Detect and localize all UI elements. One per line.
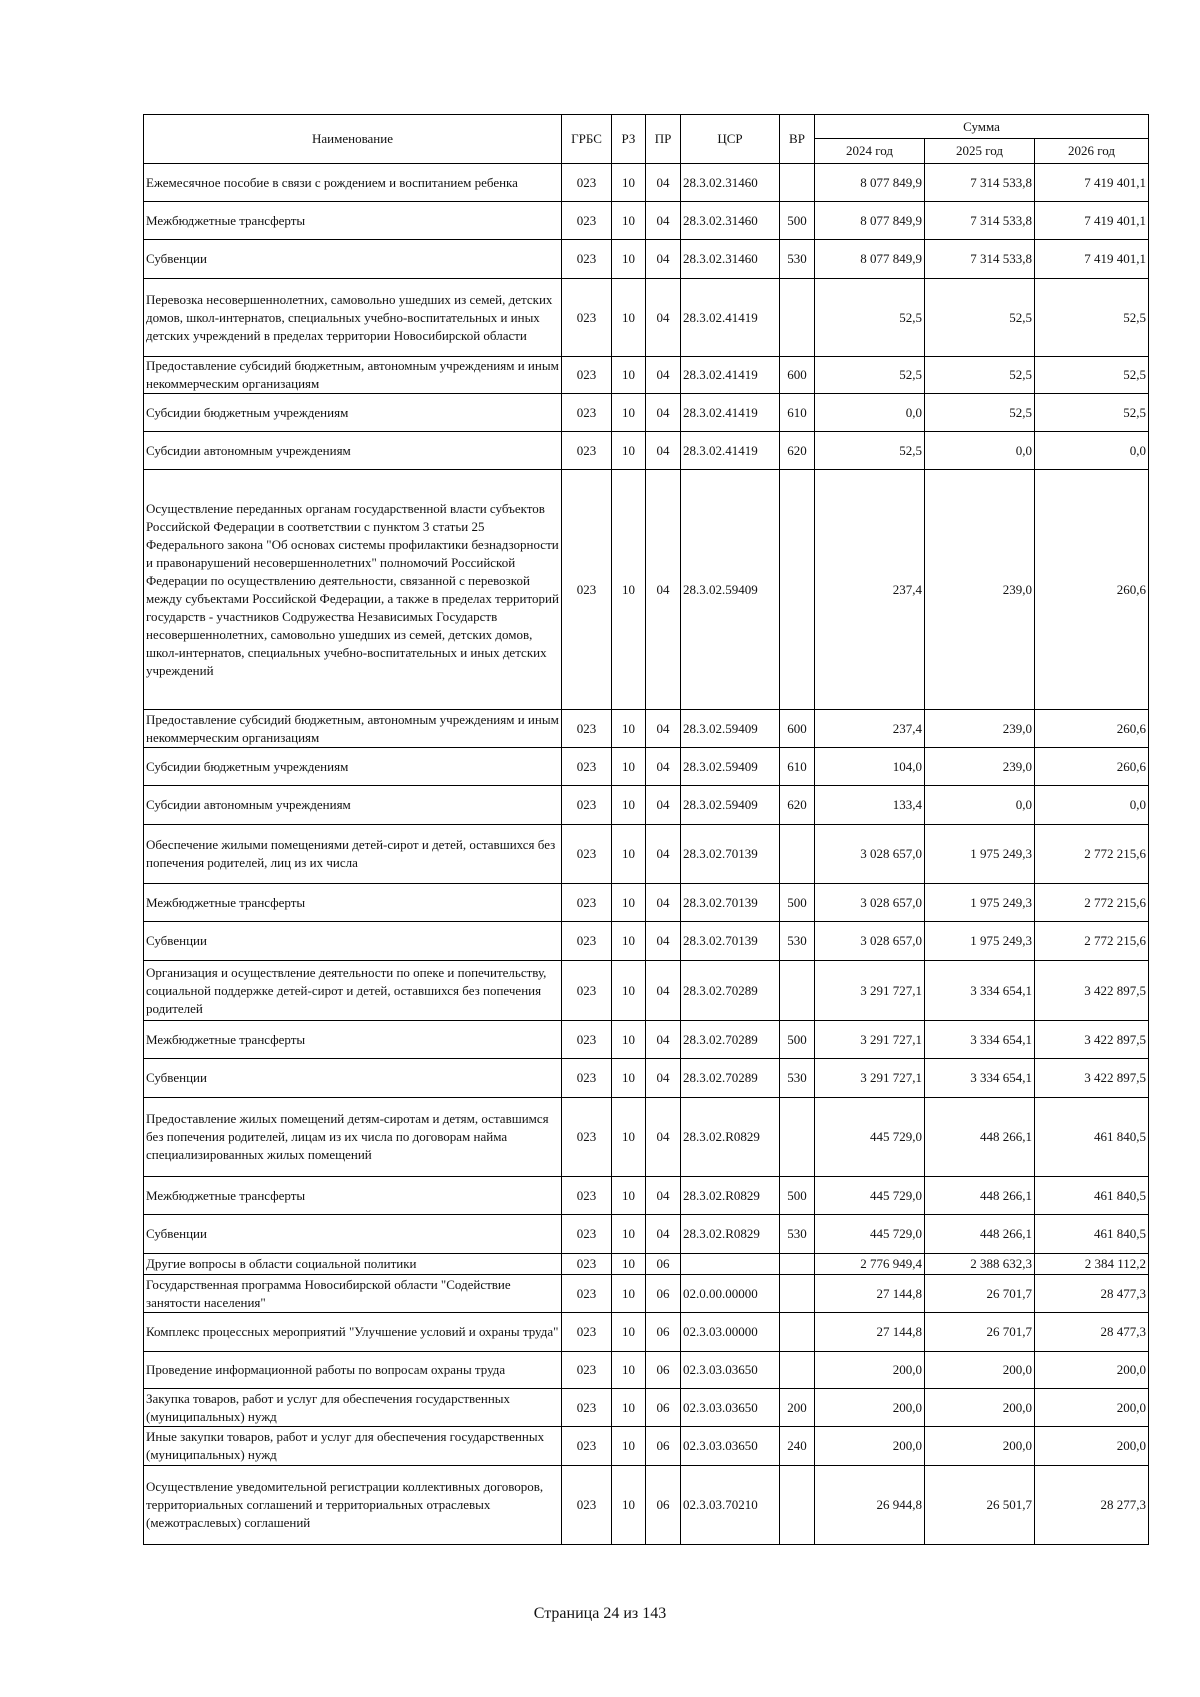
row-csr [681, 1254, 780, 1275]
table-row [144, 279, 1149, 357]
table-row [144, 1215, 1149, 1254]
row-sum-2024: 445 729,0 [815, 1177, 925, 1215]
row-pr: 04 [646, 394, 681, 432]
table-row [144, 922, 1149, 961]
row-name: Субсидии бюджетным учреждениям [144, 394, 562, 432]
table-row [144, 470, 1149, 710]
row-sum-2024: 445 729,0 [815, 1098, 925, 1177]
row-rz: 10 [612, 1254, 646, 1275]
header-vr: ВР [780, 115, 815, 164]
row-name: Субсидии автономным учреждениям [144, 432, 562, 470]
row-sum-2026: 461 840,5 [1035, 1098, 1149, 1177]
row-pr: 04 [646, 202, 681, 240]
row-pr: 04 [646, 357, 681, 394]
row-name: Перевозка несовершеннолетних, самовольно ушедших из семей, детских домов, школ-интернатов, специальных учебно-воспитательных и иных детских учреждений в пределах территории Новосибирской области [144, 279, 562, 357]
row-grbs: 023 [562, 1177, 612, 1215]
row-sum-2025: 200,0 [925, 1389, 1035, 1427]
table-row [144, 961, 1149, 1021]
row-sum-2026: 0,0 [1035, 432, 1149, 470]
row-pr: 04 [646, 1098, 681, 1177]
table-body [144, 164, 1149, 1545]
row-sum-2025: 52,5 [925, 357, 1035, 394]
row-vr: 530 [780, 1059, 815, 1098]
row-sum-2024: 0,0 [815, 394, 925, 432]
row-sum-2025: 52,5 [925, 394, 1035, 432]
row-sum-2026: 461 840,5 [1035, 1177, 1149, 1215]
row-vr [780, 1466, 815, 1545]
row-vr: 610 [780, 394, 815, 432]
row-sum-2025: 1 975 249,3 [925, 922, 1035, 961]
row-name: Субвенции [144, 922, 562, 961]
row-sum-2024: 104,0 [815, 748, 925, 786]
row-vr [780, 1098, 815, 1177]
row-csr: 28.3.02.59409 [681, 710, 780, 748]
row-sum-2025: 52,5 [925, 279, 1035, 357]
row-csr: 28.3.02.31460 [681, 164, 780, 202]
row-csr: 28.3.02.70139 [681, 884, 780, 922]
row-sum-2026: 260,6 [1035, 470, 1149, 710]
row-pr: 04 [646, 884, 681, 922]
row-vr [780, 1352, 815, 1389]
row-csr: 28.3.02.31460 [681, 202, 780, 240]
row-rz: 10 [612, 1021, 646, 1059]
row-vr: 620 [780, 432, 815, 470]
row-sum-2026: 2 384 112,2 [1035, 1254, 1149, 1275]
row-rz: 10 [612, 748, 646, 786]
row-name: Осуществление переданных органам государственной власти субъектов Российской Федерации в соответствии с пунктом 3 статьи 25 Федерального закона "Об основах системы профилактики безнадзорности и правонарушений несовершеннолетних" полномочий Российской Федерации по осуществлению деятельности, связанной с перевозкой между субъектами Российской Федерации, а также в пределах территорий государств - участников Содружества Независимых Государств несовершеннолетних, самовольно ушедших из семей, детских домов, школ-интернатов, специальных учебно-воспитательных и иных детских учреждений [144, 470, 562, 710]
row-sum-2026: 28 477,3 [1035, 1275, 1149, 1313]
row-grbs: 023 [562, 786, 612, 825]
header-year-2024: 2024 год [815, 139, 925, 164]
row-csr: 28.3.02.41419 [681, 279, 780, 357]
row-sum-2026: 0,0 [1035, 786, 1149, 825]
row-csr: 28.3.02.59409 [681, 470, 780, 710]
row-csr: 28.3.02.70139 [681, 825, 780, 884]
row-sum-2026: 260,6 [1035, 710, 1149, 748]
row-csr: 28.3.02.41419 [681, 357, 780, 394]
row-grbs: 023 [562, 1059, 612, 1098]
row-sum-2026: 7 419 401,1 [1035, 240, 1149, 279]
row-sum-2024: 237,4 [815, 710, 925, 748]
row-grbs: 023 [562, 1021, 612, 1059]
row-sum-2026: 2 772 215,6 [1035, 825, 1149, 884]
header-year-2026: 2026 год [1035, 139, 1149, 164]
row-sum-2025: 26 701,7 [925, 1313, 1035, 1352]
table-header [144, 115, 1149, 164]
row-pr: 04 [646, 922, 681, 961]
row-sum-2024: 8 077 849,9 [815, 202, 925, 240]
header-rz: РЗ [612, 115, 646, 164]
row-name: Проведение информационной работы по вопросам охраны труда [144, 1352, 562, 1389]
row-rz: 10 [612, 922, 646, 961]
row-sum-2025: 0,0 [925, 432, 1035, 470]
row-sum-2026: 2 772 215,6 [1035, 884, 1149, 922]
row-name: Субсидии автономным учреждениям [144, 786, 562, 825]
row-pr: 04 [646, 432, 681, 470]
row-vr: 200 [780, 1389, 815, 1427]
row-name: Осуществление уведомительной регистрации коллективных договоров, территориальных соглашений и территориальных отраслевых (межотраслевых) соглашений [144, 1466, 562, 1545]
row-sum-2025: 1 975 249,3 [925, 884, 1035, 922]
row-grbs: 023 [562, 884, 612, 922]
row-rz: 10 [612, 1098, 646, 1177]
row-rz: 10 [612, 202, 646, 240]
row-vr: 600 [780, 357, 815, 394]
row-pr: 04 [646, 1021, 681, 1059]
table-row [144, 202, 1149, 240]
row-sum-2025: 1 975 249,3 [925, 825, 1035, 884]
row-name: Комплекс процессных мероприятий "Улучшение условий и охраны труда" [144, 1313, 562, 1352]
row-name: Обеспечение жилыми помещениями детей-сирот и детей, оставшихся без попечения родителей, лиц из их числа [144, 825, 562, 884]
row-pr: 04 [646, 279, 681, 357]
budget-table [143, 114, 1149, 1545]
row-rz: 10 [612, 1177, 646, 1215]
table-row [144, 1254, 1149, 1275]
row-grbs: 023 [562, 240, 612, 279]
row-vr [780, 470, 815, 710]
row-grbs: 023 [562, 394, 612, 432]
row-sum-2025: 0,0 [925, 786, 1035, 825]
row-rz: 10 [612, 394, 646, 432]
row-sum-2025: 448 266,1 [925, 1098, 1035, 1177]
header-year-2025: 2025 год [925, 139, 1035, 164]
row-name: Межбюджетные трансферты [144, 1177, 562, 1215]
row-vr: 500 [780, 884, 815, 922]
row-vr: 500 [780, 1177, 815, 1215]
row-name: Иные закупки товаров, работ и услуг для обеспечения государственных (муниципальных) нужд [144, 1427, 562, 1466]
row-sum-2024: 3 028 657,0 [815, 825, 925, 884]
row-vr [780, 1254, 815, 1275]
row-csr: 02.3.03.03650 [681, 1352, 780, 1389]
row-csr: 28.3.02.R0829 [681, 1177, 780, 1215]
row-vr [780, 961, 815, 1021]
row-name: Субвенции [144, 240, 562, 279]
row-sum-2025: 200,0 [925, 1352, 1035, 1389]
row-vr: 620 [780, 786, 815, 825]
table-row [144, 1275, 1149, 1313]
row-pr: 06 [646, 1254, 681, 1275]
row-sum-2024: 27 144,8 [815, 1275, 925, 1313]
row-rz: 10 [612, 1352, 646, 1389]
row-name: Межбюджетные трансферты [144, 884, 562, 922]
row-rz: 10 [612, 1466, 646, 1545]
row-sum-2025: 239,0 [925, 710, 1035, 748]
row-name: Субвенции [144, 1215, 562, 1254]
row-csr: 28.3.02.70289 [681, 1059, 780, 1098]
row-vr [780, 825, 815, 884]
row-csr: 28.3.02.R0829 [681, 1098, 780, 1177]
row-sum-2024: 8 077 849,9 [815, 240, 925, 279]
row-sum-2024: 445 729,0 [815, 1215, 925, 1254]
row-rz: 10 [612, 1059, 646, 1098]
header-csr: ЦСР [681, 115, 780, 164]
row-sum-2025: 448 266,1 [925, 1177, 1035, 1215]
row-sum-2025: 26 501,7 [925, 1466, 1035, 1545]
row-sum-2024: 133,4 [815, 786, 925, 825]
row-vr [780, 279, 815, 357]
row-name: Предоставление субсидий бюджетным, автономным учреждениям и иным некоммерческим организациям [144, 357, 562, 394]
row-pr: 04 [646, 748, 681, 786]
row-grbs: 023 [562, 1275, 612, 1313]
row-grbs: 023 [562, 922, 612, 961]
row-pr: 06 [646, 1313, 681, 1352]
row-rz: 10 [612, 432, 646, 470]
row-vr: 240 [780, 1427, 815, 1466]
row-grbs: 023 [562, 748, 612, 786]
table-row [144, 748, 1149, 786]
row-rz: 10 [612, 357, 646, 394]
table-row [144, 825, 1149, 884]
row-name: Межбюджетные трансферты [144, 1021, 562, 1059]
row-csr: 28.3.02.41419 [681, 432, 780, 470]
row-vr [780, 164, 815, 202]
row-grbs: 023 [562, 470, 612, 710]
row-sum-2026: 28 277,3 [1035, 1466, 1149, 1545]
row-vr: 600 [780, 710, 815, 748]
row-sum-2024: 52,5 [815, 279, 925, 357]
row-grbs: 023 [562, 279, 612, 357]
row-sum-2025: 448 266,1 [925, 1215, 1035, 1254]
row-sum-2024: 52,5 [815, 432, 925, 470]
table-row [144, 432, 1149, 470]
row-csr: 02.3.03.03650 [681, 1427, 780, 1466]
row-name: Предоставление субсидий бюджетным, автономным учреждениям и иным некоммерческим организациям [144, 710, 562, 748]
row-pr: 04 [646, 825, 681, 884]
row-pr: 04 [646, 164, 681, 202]
row-sum-2026: 260,6 [1035, 748, 1149, 786]
row-vr: 530 [780, 922, 815, 961]
row-name: Межбюджетные трансферты [144, 202, 562, 240]
row-name: Субвенции [144, 1059, 562, 1098]
row-sum-2025: 3 334 654,1 [925, 961, 1035, 1021]
row-grbs: 023 [562, 1466, 612, 1545]
row-sum-2026: 7 419 401,1 [1035, 164, 1149, 202]
row-csr: 02.3.03.00000 [681, 1313, 780, 1352]
row-vr [780, 1313, 815, 1352]
row-sum-2024: 3 291 727,1 [815, 961, 925, 1021]
row-vr: 500 [780, 1021, 815, 1059]
row-sum-2024: 8 077 849,9 [815, 164, 925, 202]
row-csr: 28.3.02.70289 [681, 961, 780, 1021]
row-pr: 04 [646, 1177, 681, 1215]
table-row [144, 1427, 1149, 1466]
row-rz: 10 [612, 961, 646, 1021]
table-row [144, 394, 1149, 432]
row-sum-2024: 52,5 [815, 357, 925, 394]
row-name: Закупка товаров, работ и услуг для обеспечения государственных (муниципальных) нужд [144, 1389, 562, 1427]
row-csr: 28.3.02.31460 [681, 240, 780, 279]
table-row [144, 1098, 1149, 1177]
row-csr: 28.3.02.59409 [681, 748, 780, 786]
row-grbs: 023 [562, 1313, 612, 1352]
table-row [144, 240, 1149, 279]
row-pr: 04 [646, 1215, 681, 1254]
row-sum-2026: 28 477,3 [1035, 1313, 1149, 1352]
table-row [144, 786, 1149, 825]
row-rz: 10 [612, 1275, 646, 1313]
row-csr: 02.0.00.00000 [681, 1275, 780, 1313]
row-grbs: 023 [562, 961, 612, 1021]
page-number: Страница 24 из 143 [533, 1605, 667, 1622]
row-name: Предоставление жилых помещений детям-сиротам и детям, оставшимся без попечения родителей, лицам из их числа по договорам найма специализированных жилых помещений [144, 1098, 562, 1177]
row-sum-2024: 26 944,8 [815, 1466, 925, 1545]
row-rz: 10 [612, 1215, 646, 1254]
row-sum-2024: 200,0 [815, 1389, 925, 1427]
row-pr: 06 [646, 1352, 681, 1389]
table-row [144, 357, 1149, 394]
row-pr: 04 [646, 470, 681, 710]
row-grbs: 023 [562, 1389, 612, 1427]
row-vr [780, 1275, 815, 1313]
row-sum-2025: 7 314 533,8 [925, 202, 1035, 240]
row-sum-2024: 3 291 727,1 [815, 1059, 925, 1098]
row-csr: 28.3.02.41419 [681, 394, 780, 432]
row-sum-2026: 200,0 [1035, 1427, 1149, 1466]
table-row [144, 1059, 1149, 1098]
row-sum-2025: 7 314 533,8 [925, 240, 1035, 279]
row-name: Государственная программа Новосибирской области "Содействие занятости населения" [144, 1275, 562, 1313]
table-row [144, 1313, 1149, 1352]
row-rz: 10 [612, 884, 646, 922]
table-row [144, 1389, 1149, 1427]
row-sum-2024: 200,0 [815, 1352, 925, 1389]
row-pr: 04 [646, 710, 681, 748]
row-sum-2024: 3 028 657,0 [815, 884, 925, 922]
row-name: Другие вопросы в области социальной политики [144, 1254, 562, 1275]
row-pr: 04 [646, 786, 681, 825]
row-sum-2025: 3 334 654,1 [925, 1059, 1035, 1098]
row-rz: 10 [612, 825, 646, 884]
row-sum-2026: 200,0 [1035, 1352, 1149, 1389]
row-csr: 28.3.02.R0829 [681, 1215, 780, 1254]
row-csr: 28.3.02.70139 [681, 922, 780, 961]
table-row [144, 1177, 1149, 1215]
row-grbs: 023 [562, 825, 612, 884]
row-sum-2026: 52,5 [1035, 279, 1149, 357]
row-name: Субсидии бюджетным учреждениям [144, 748, 562, 786]
row-pr: 06 [646, 1389, 681, 1427]
row-sum-2024: 2 776 949,4 [815, 1254, 925, 1275]
row-grbs: 023 [562, 432, 612, 470]
row-csr: 28.3.02.70289 [681, 1021, 780, 1059]
row-sum-2026: 3 422 897,5 [1035, 1059, 1149, 1098]
row-pr: 06 [646, 1275, 681, 1313]
row-sum-2024: 200,0 [815, 1427, 925, 1466]
header-grbs: ГРБС [562, 115, 612, 164]
row-sum-2026: 2 772 215,6 [1035, 922, 1149, 961]
row-grbs: 023 [562, 1427, 612, 1466]
row-rz: 10 [612, 1313, 646, 1352]
row-sum-2024: 237,4 [815, 470, 925, 710]
table-row [144, 1352, 1149, 1389]
row-sum-2026: 7 419 401,1 [1035, 202, 1149, 240]
row-rz: 10 [612, 1389, 646, 1427]
row-pr: 06 [646, 1427, 681, 1466]
row-sum-2025: 2 388 632,3 [925, 1254, 1035, 1275]
row-sum-2026: 461 840,5 [1035, 1215, 1149, 1254]
row-sum-2026: 3 422 897,5 [1035, 1021, 1149, 1059]
row-grbs: 023 [562, 1254, 612, 1275]
row-pr: 04 [646, 1059, 681, 1098]
row-csr: 02.3.03.70210 [681, 1466, 780, 1545]
row-grbs: 023 [562, 1215, 612, 1254]
row-sum-2026: 52,5 [1035, 394, 1149, 432]
row-rz: 10 [612, 1427, 646, 1466]
table-row [144, 1021, 1149, 1059]
row-pr: 06 [646, 1466, 681, 1545]
row-pr: 04 [646, 240, 681, 279]
header-sum: Сумма [815, 115, 1149, 139]
row-rz: 10 [612, 164, 646, 202]
row-rz: 10 [612, 786, 646, 825]
row-sum-2026: 200,0 [1035, 1389, 1149, 1427]
table-row [144, 164, 1149, 202]
row-rz: 10 [612, 470, 646, 710]
row-vr: 500 [780, 202, 815, 240]
row-name: Организация и осуществление деятельности по опеке и попечительству, социальной поддержке детей-сирот и детей, оставшихся без попечения родителей [144, 961, 562, 1021]
row-pr: 04 [646, 961, 681, 1021]
table-row [144, 884, 1149, 922]
row-grbs: 023 [562, 357, 612, 394]
row-vr: 530 [780, 1215, 815, 1254]
row-rz: 10 [612, 710, 646, 748]
row-csr: 02.3.03.03650 [681, 1389, 780, 1427]
row-sum-2025: 239,0 [925, 748, 1035, 786]
row-sum-2024: 27 144,8 [815, 1313, 925, 1352]
table-row [144, 1466, 1149, 1545]
row-vr: 530 [780, 240, 815, 279]
row-rz: 10 [612, 240, 646, 279]
row-sum-2025: 7 314 533,8 [925, 164, 1035, 202]
row-sum-2024: 3 028 657,0 [815, 922, 925, 961]
header-pr: ПР [646, 115, 681, 164]
row-csr: 28.3.02.59409 [681, 786, 780, 825]
row-sum-2025: 200,0 [925, 1427, 1035, 1466]
row-grbs: 023 [562, 164, 612, 202]
row-rz: 10 [612, 279, 646, 357]
row-name: Ежемесячное пособие в связи с рождением и воспитанием ребенка [144, 164, 562, 202]
row-grbs: 023 [562, 710, 612, 748]
row-sum-2026: 3 422 897,5 [1035, 961, 1149, 1021]
row-sum-2025: 239,0 [925, 470, 1035, 710]
row-grbs: 023 [562, 202, 612, 240]
row-sum-2025: 3 334 654,1 [925, 1021, 1035, 1059]
row-vr: 610 [780, 748, 815, 786]
table-row [144, 710, 1149, 748]
row-sum-2025: 26 701,7 [925, 1275, 1035, 1313]
header-name: Наименование [144, 115, 562, 164]
row-sum-2026: 52,5 [1035, 357, 1149, 394]
row-sum-2024: 3 291 727,1 [815, 1021, 925, 1059]
row-grbs: 023 [562, 1352, 612, 1389]
row-grbs: 023 [562, 1098, 612, 1177]
